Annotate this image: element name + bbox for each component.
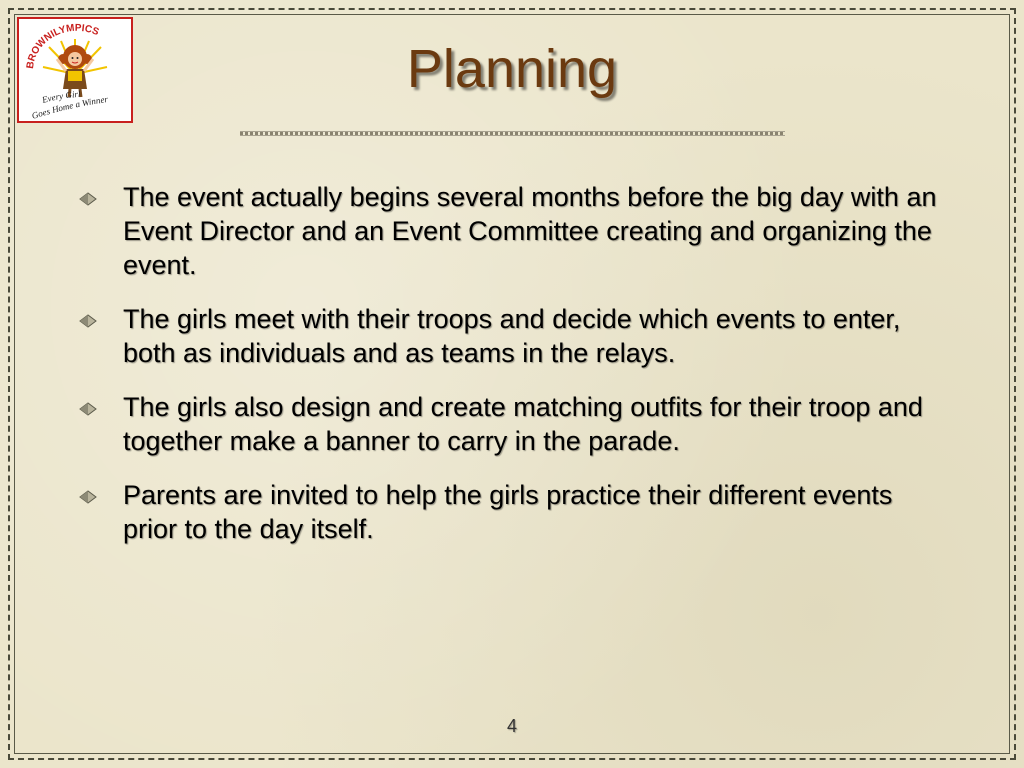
bullet-item xyxy=(78,390,948,458)
bullet-text: The girls meet with their troops and decide which events to enter, both as individuals and as teams in the relays. xyxy=(123,304,901,368)
diamond-bullet-icon xyxy=(78,402,98,416)
diamond-bullet-icon xyxy=(78,490,98,504)
bullet-item xyxy=(78,478,948,546)
bullet-item xyxy=(78,180,948,282)
diamond-bullet-icon xyxy=(78,314,98,328)
logo-tagline-line1: Every Girl xyxy=(40,88,81,105)
bullet-text: The event actually begins several months before the big day with an Event Director and an Event Committee creating and organizing the event. xyxy=(123,182,937,280)
logo-tagline-line2: Goes Home a Winner xyxy=(30,93,109,121)
logo-arc-text: BROWNILYMPICS xyxy=(24,22,101,70)
bullet-list xyxy=(78,180,948,566)
bullet-item xyxy=(78,302,948,370)
bullet-text: Parents are invited to help the girls practice their different events prior to the day itself. xyxy=(123,480,893,544)
title-divider xyxy=(240,131,785,136)
bullet-text: The girls also design and create matching outfits for their troop and together make a banner to carry in the parade. xyxy=(123,392,923,456)
page-number: 4 xyxy=(506,716,517,736)
diamond-bullet-icon xyxy=(78,192,98,206)
slide-title: Planning xyxy=(406,39,618,99)
